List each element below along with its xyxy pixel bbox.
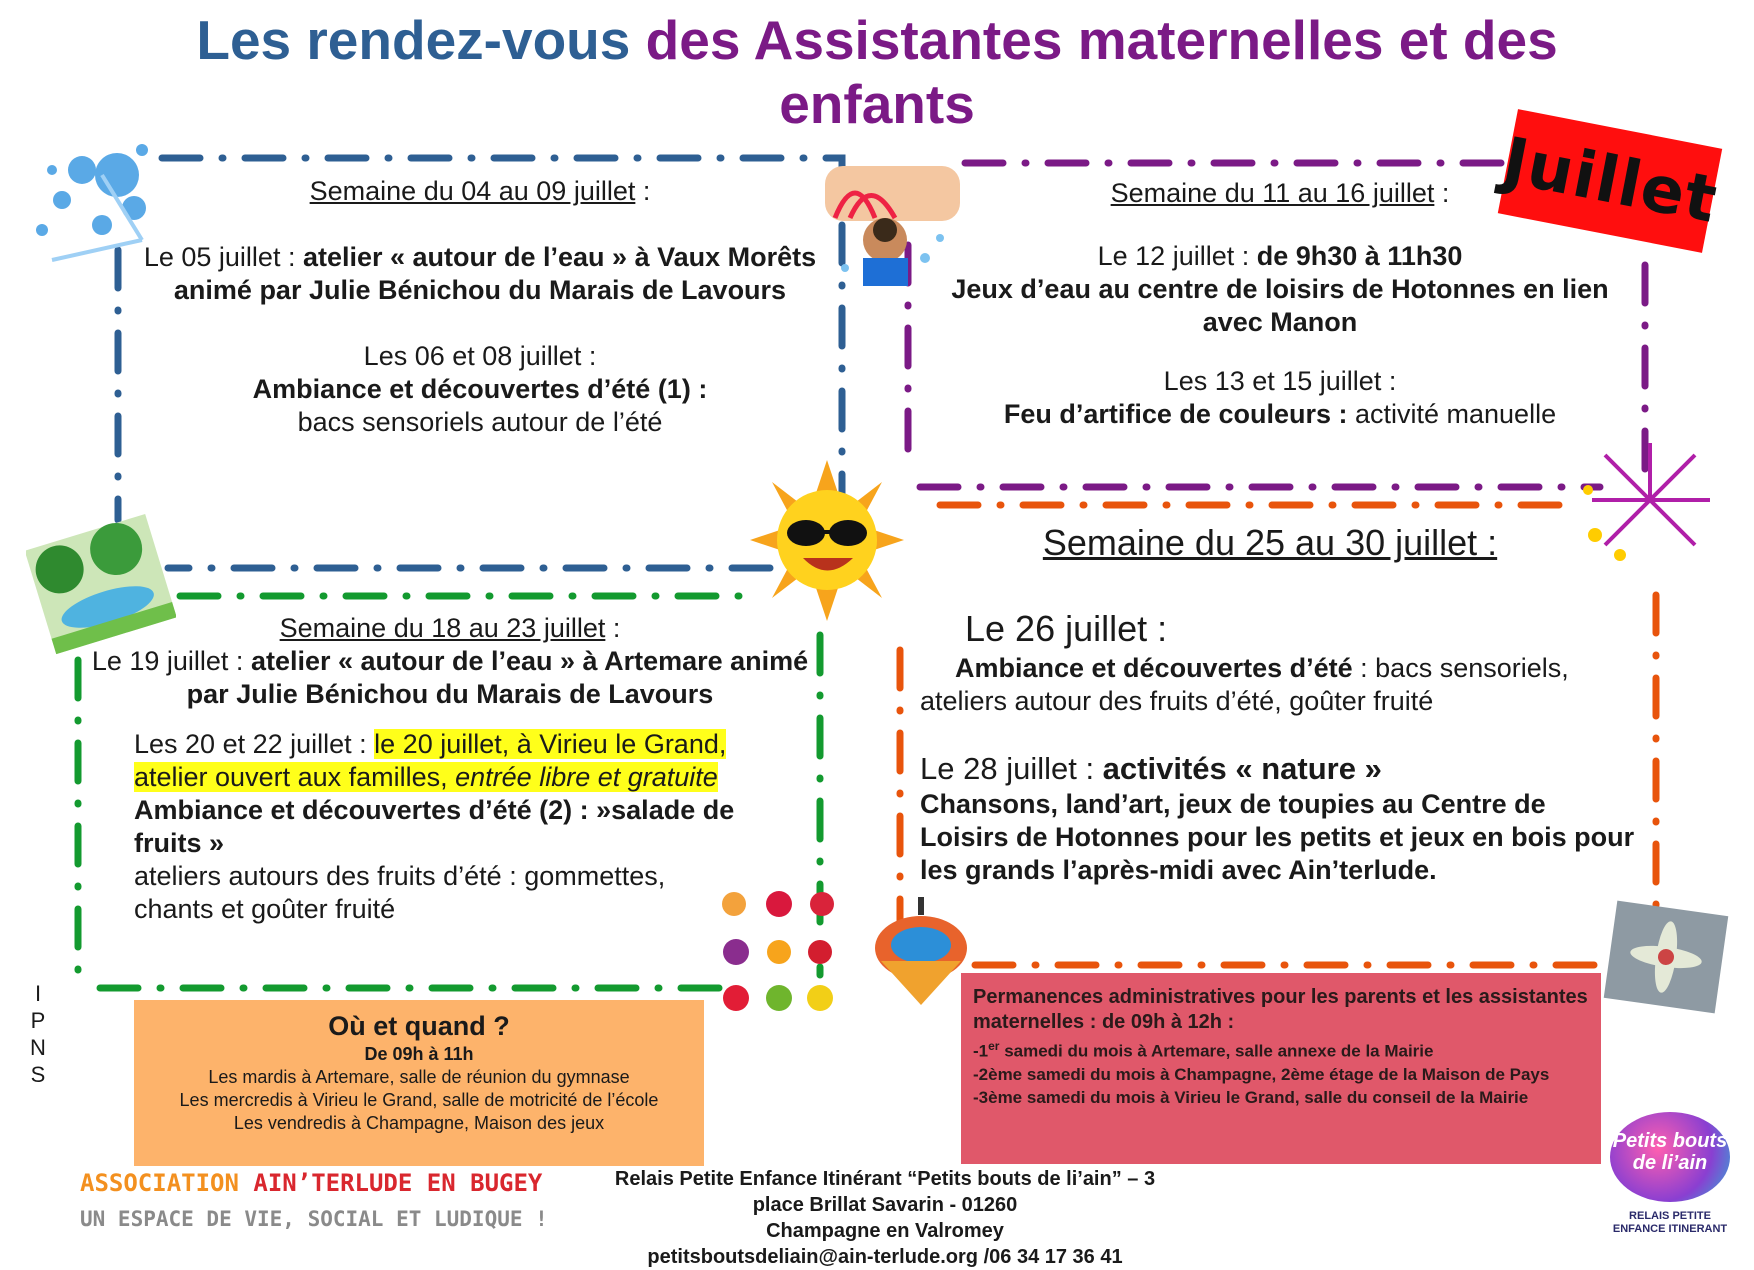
where-and-when-box [134,1000,704,1166]
month-badge-label: Juillet [1496,124,1724,238]
where-line-1: Les mardis à Artemare, salle de réunion du gymnase [208,1067,630,1087]
week2-event1-time: de 9h30 à 11h30 [1256,241,1463,271]
permanences-line1-sup: er [988,1039,1000,1053]
footer-line-2: Champagne en Valromey [766,1220,1004,1242]
week2-block [935,177,1625,431]
week1-event1-date: Le 05 juillet : [143,242,303,272]
logo-sub-line-1: RELAIS PETITE [1629,1210,1711,1222]
frame-week4 [900,505,1656,965]
week1-block [130,175,830,439]
permanences-line-3: -3ème samedi du mois à Virieu le Grand, salle du conseil de la Mairie [973,1087,1529,1107]
ipns-letter: S [30,1062,46,1087]
week3-event1-date: Le 19 juillet : [91,646,251,676]
logo-sub-line-2: ENFANCE ITINERANT [1612,1223,1728,1235]
title-part-1: Les rendez-vous [196,9,631,71]
ipns-mark [28,980,48,1088]
week2-heading: Semaine du 11 au 16 juillet [1110,178,1435,208]
week4-heading-wrap [920,522,1620,564]
week4-event1 [920,652,1635,718]
fireworks-icon [1580,435,1720,565]
week1-heading: Semaine du 04 au 09 juillet [309,176,636,206]
spinning-top-icon [866,893,976,1008]
week3-heading: Semaine du 18 au 23 juillet [279,613,606,643]
association-tagline: UN ESPACE DE VIE, SOCIAL ET LUDIQUE ! [80,1207,548,1231]
week4-event2 [920,750,1635,887]
week1-event1-text: atelier « autour de l’eau » à Vaux Morêts animé par Julie Bénichou du Marais de Lavours [173,242,817,305]
title-part-2: des Assistantes maternelles et des [645,9,1558,71]
week3-event2-date: Les 20 et 22 juillet : [134,729,375,759]
week4-event1-title: Ambiance et découvertes d’été [955,653,1353,683]
week4-event2-title: activités « nature » [1102,751,1382,786]
week4-heading: Semaine du 25 au 30 juillet : [1042,522,1498,563]
logo-name-line-2: de li’ain [1632,1152,1708,1174]
ipns-letter: I [34,981,42,1006]
week4-event2-text: Chansons, land’art, jeux de toupies au Centre de Loisirs de Hotonnes pour les petits et jeux en bois pour les grands l’après-midi avec Ain’terlude. [920,789,1635,885]
water-splash-icon [22,130,157,275]
where-hours: De 09h à 11h [364,1044,474,1064]
association-name-a: ASSOCIATION [80,1169,254,1197]
week2-event2-date: Les 13 et 15 juillet : [1163,366,1397,396]
week1-event2-date: Les 06 et 08 juillet : [363,341,597,371]
week3-heading-colon: : [605,613,621,643]
week1-event2-text: bacs sensoriels autour de l’été [297,407,663,437]
kids-water-play-icon [815,158,970,298]
week2-event2-text: activité manuelle [1354,399,1557,429]
footer-address [600,1166,1170,1270]
week3-event2-highlight-italic: entrée libre et gratuite [455,762,718,792]
permanences-line1-post: samedi du mois à Artemare, salle annexe de la Mairie [999,1041,1434,1061]
where-title: Où et quand ? [328,1011,510,1041]
ipns-letter: P [30,1008,46,1033]
week2-event1-text: Jeux d’eau au centre de loisirs de Hotonnes en lien avec Manon [951,274,1609,337]
where-line-2: Les mercredis à Virieu le Grand, salle de motricité de l’école [179,1090,659,1110]
week2-event1-date: Le 12 juillet : [1097,241,1257,271]
association-logo [80,1168,560,1234]
week3-event2-title: Ambiance et découvertes d’été (2) : »salade de fruits » [134,795,735,858]
week1-heading-colon: : [635,176,651,206]
week3-event2-text: ateliers autours des fruits d’été : gommettes, chants et goûter fruité [134,861,666,924]
association-name-b: AIN’TERLUDE EN BUGEY [253,1169,543,1197]
week2-heading-colon: : [1434,178,1450,208]
permanences-line-2: -2ème samedi du mois à Champagne, 2ème étage de la Maison de Pays [973,1064,1550,1084]
week3-event2 [134,728,764,926]
sun-sunglasses-icon [748,458,906,623]
week3-event2-highlight: le 20 juillet, à Virieu le Grand, atelier ouvert aux familles, [134,729,727,792]
permanences-box [961,973,1601,1164]
week3-event1-text: atelier « autour de l’eau » à Artemare animé par Julie Bénichou du Marais de Lavours [186,646,809,709]
permanences-title: Permanences administratives pour les parents et les assistantes maternelles : de 09h à 12h : [973,986,1588,1033]
week3-header [90,612,810,711]
week4-event2-date: Le 28 juillet : [920,751,1103,786]
logo-name-line-1: Petits bouts [1612,1130,1728,1152]
week4-event1-date: Le 26 juillet : [965,608,1168,649]
week4-event1-text: : bacs sensoriels, ateliers autour des fruits d’été, goûter fruité [920,653,1569,716]
fruits-icon [714,886,839,1021]
permanences-line1-pre: -1 [973,1041,989,1061]
week2-event2-title: Feu d’artifice de couleurs : [1003,399,1355,429]
footer-line-3: petitsboutsdeliain@ain-terlude.org /06 34 17 36 41 [647,1246,1123,1268]
title-part-3: enfants [779,73,975,135]
week1-event2-title: Ambiance et découvertes d’été (1) : [252,374,708,404]
where-line-3: Les vendredis à Champagne, Maison des jeux [233,1113,605,1133]
forest-pond-icon [26,510,176,660]
ipns-letter: N [30,1035,46,1060]
petits-bouts-logo [1604,1112,1736,1239]
landart-photo-icon [1600,900,1732,1015]
footer-line-1: Relais Petite Enfance Itinérant “Petits bouts de li’ain” – 3 place Brillat Savarin - 01260 [614,1168,1156,1216]
